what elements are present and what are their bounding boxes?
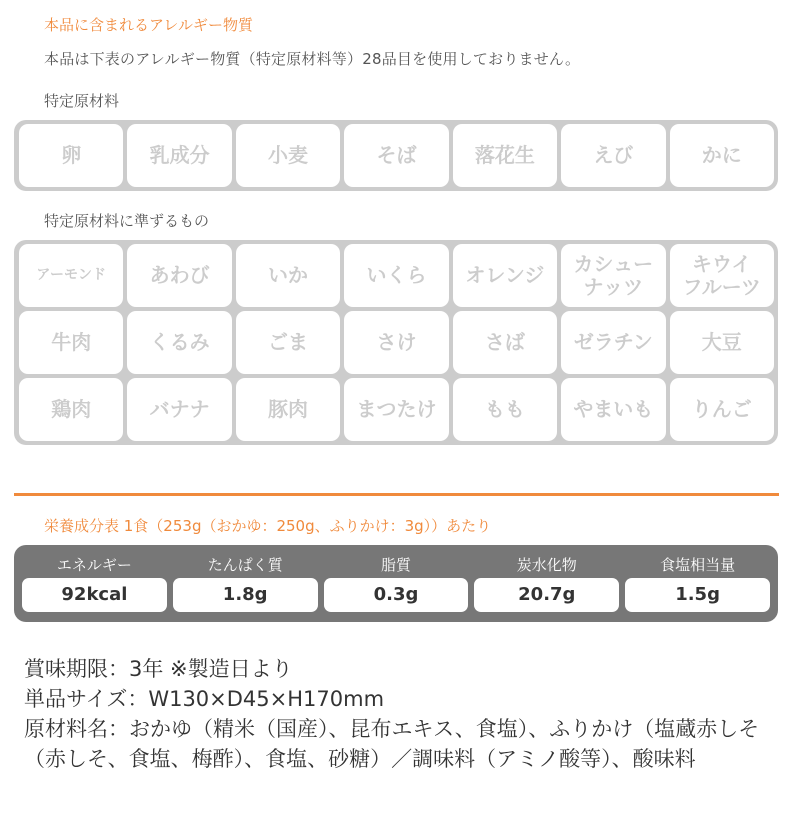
allergen-cell: まつたけ [344,378,448,441]
nutrition-item [173,553,318,622]
allergen-cell: あわび [127,244,231,307]
allergen-cell-egg: 卵 [19,124,123,187]
allergen-cell-milk: 乳成分 [127,124,231,187]
product-info [24,654,784,774]
allergen-cell: 豚肉 [236,378,340,441]
allergen-cell-buckwheat: そば [344,124,448,187]
allergen-section-title: 本品に含まれるアレルギー物質 [44,16,254,34]
nutrition-label: 脂質 [380,556,411,574]
specified-materials-label: 特定原材料 [44,92,120,110]
nutrition-item [324,553,469,622]
allergen-cell: りんご [670,378,774,441]
allergen-cell: さば [453,311,557,374]
nutrition-title: 栄養成分表 1食（253g（おかゆ：250g、ふりかけ：3g））あたり [44,517,492,535]
nutrition-value: 20.7g [474,578,619,612]
allergen-cell: もも [453,378,557,441]
nutrition-value: 0.3g [324,578,469,612]
allergen-cell: カシュー ナッツ [561,244,665,307]
nutrition-value: 92kcal [22,578,167,612]
allergen-row [19,378,774,441]
shelf-life: 賞味期限：3年 ※製造日より [24,657,293,681]
allergen-cell: 鶏肉 [19,378,123,441]
allergen-cell-crab: かに [670,124,774,187]
nutrition-item [625,553,770,622]
allergen-row [19,244,774,307]
allergen-cell: キウイ フルーツ [670,244,774,307]
allergen-cell-wheat: 小麦 [236,124,340,187]
equivalent-materials-label: 特定原材料に準ずるもの [44,212,210,230]
allergen-cell: オレンジ [453,244,557,307]
allergen-cell: くるみ [127,311,231,374]
allergen-cell: 大豆 [670,311,774,374]
allergen-row [19,124,774,187]
nutrition-label: 食塩相当量 [660,556,736,574]
allergen-cell: ごま [236,311,340,374]
allergen-cell: 牛肉 [19,311,123,374]
allergen-cell-peanut: 落花生 [453,124,557,187]
allergen-cell: ゼラチン [561,311,665,374]
nutrition-value: 1.5g [625,578,770,612]
allergen-row [19,311,774,374]
allergen-description: 本品は下表のアレルギー物質（特定原材料等）28品目を使用しておりません。 [44,50,581,68]
allergen-cell: さけ [344,311,448,374]
allergen-cell: やまいも [561,378,665,441]
nutrition-label: たんぱく質 [207,556,283,574]
product-size: 単品サイズ：W130×D45×H170mm [24,687,385,711]
nutrition-item [474,553,619,622]
equivalent-allergen-panel [14,240,778,445]
section-divider [14,493,779,496]
specified-allergen-panel [14,120,778,191]
nutrition-table [14,545,778,622]
allergen-cell: バナナ [127,378,231,441]
allergen-cell: いか [236,244,340,307]
nutrition-item [22,553,167,622]
nutrition-value: 1.8g [173,578,318,612]
nutrition-label: 炭水化物 [516,556,577,574]
allergen-cell: アーモンド [19,244,123,307]
nutrition-label: エネルギー [56,556,132,574]
ingredients: 原材料名：おかゆ（精米（国産）、昆布エキス、食塩）、ふりかけ（塩蔵赤しそ（赤しそ、食塩、梅酢）、食塩、砂糖）／調味料（アミノ酸等）、酸味料 [24,717,760,771]
allergen-cell-shrimp: えび [561,124,665,187]
allergen-cell: いくら [344,244,448,307]
